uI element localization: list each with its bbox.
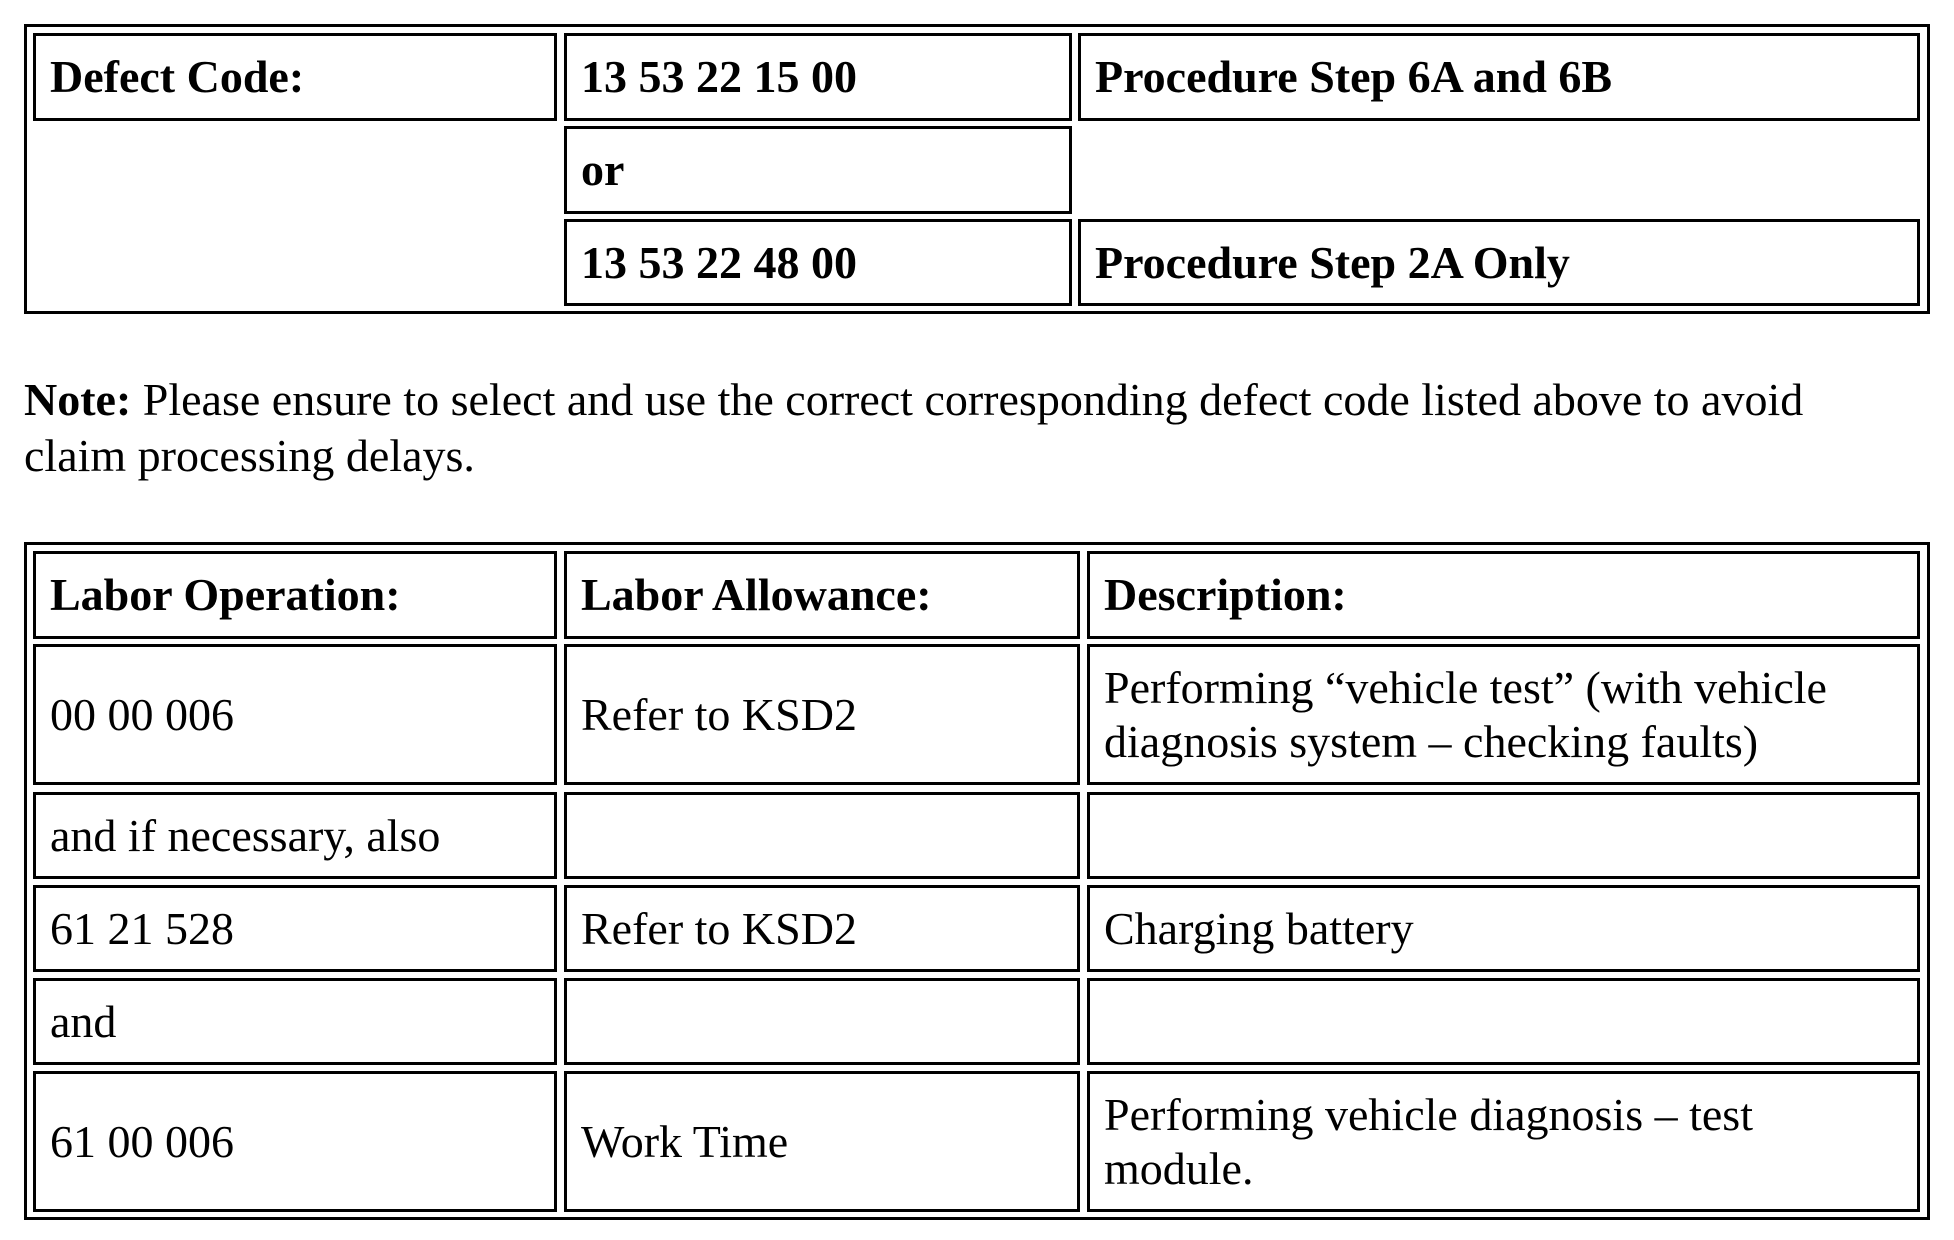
defect-code-value: 13 53 22 15 00	[564, 33, 1072, 121]
labor-operation-cell: and if necessary, also	[33, 792, 557, 879]
note-label: Note:	[24, 374, 132, 425]
labor-allowance-cell	[564, 978, 1080, 1065]
labor-operation-header: Labor Operation:	[33, 551, 557, 639]
defect-code-value: 13 53 22 48 00	[564, 219, 1072, 306]
description-header: Description:	[1087, 551, 1920, 639]
description-cell: Performing “vehicle test” (with vehicle diagnosis system – checking faults)	[1087, 644, 1920, 785]
note-text-line1: Please ensure to select and use the correct corresponding defect code listed above to avoid	[131, 374, 1804, 425]
defect-procedure: Procedure Step 2A Only	[1078, 219, 1920, 306]
labor-operation-cell: and	[33, 978, 557, 1065]
description-cell: Charging battery	[1087, 885, 1920, 972]
description-cell: Performing vehicle diagnosis – test module.	[1087, 1071, 1920, 1212]
defect-code-label: Defect Code:	[33, 33, 557, 121]
note-text-line2: claim processing delays.	[24, 430, 475, 481]
defect-code-separator: or	[564, 126, 1072, 214]
defect-procedure: Procedure Step 6A and 6B	[1078, 33, 1920, 121]
labor-allowance-cell: Work Time	[564, 1071, 1080, 1212]
description-cell	[1087, 792, 1920, 879]
description-cell	[1087, 978, 1920, 1065]
labor-operation-cell: 61 21 528	[33, 885, 557, 972]
labor-allowance-cell: Refer to KSD2	[564, 644, 1080, 785]
labor-operation-cell: 61 00 006	[33, 1071, 557, 1212]
labor-operation-cell: 00 00 006	[33, 644, 557, 785]
labor-allowance-cell	[564, 792, 1080, 879]
labor-allowance-cell: Refer to KSD2	[564, 885, 1080, 972]
labor-allowance-header: Labor Allowance:	[564, 551, 1080, 639]
note-paragraph	[24, 372, 1954, 484]
